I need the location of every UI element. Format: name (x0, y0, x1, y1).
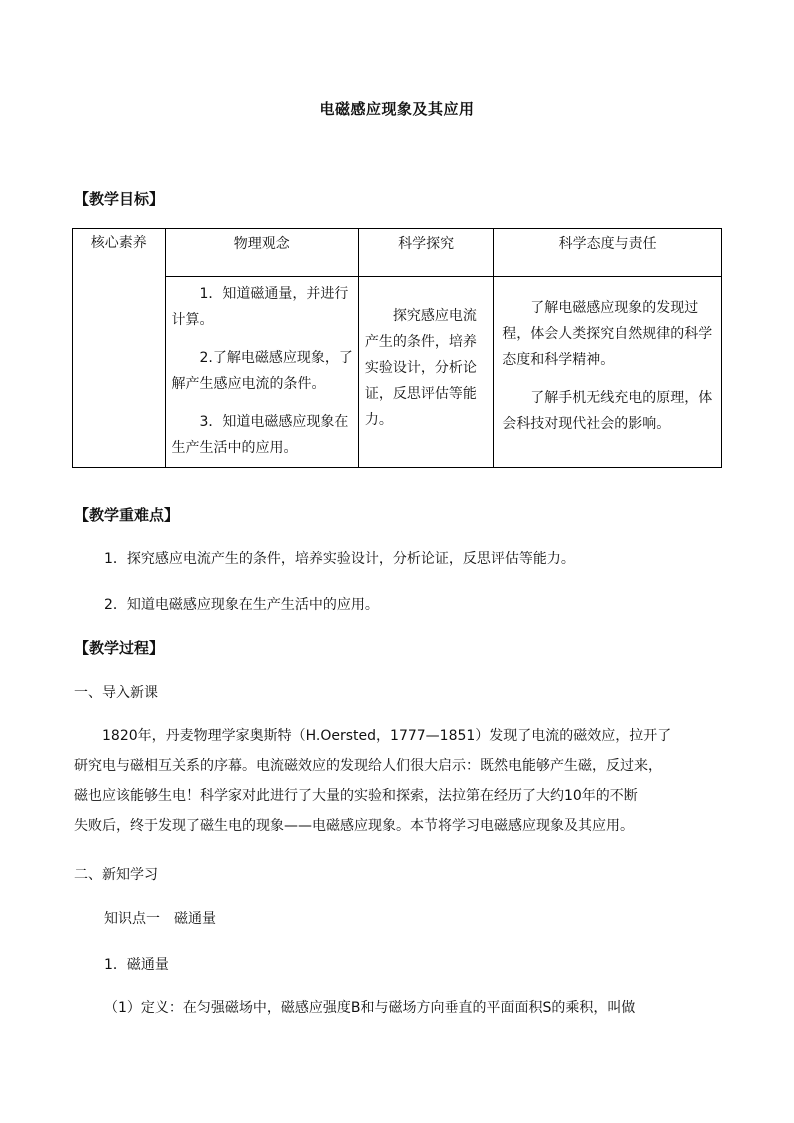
physics-concept-item: 1．知道磁通量，并进行计算。 (171, 286, 349, 328)
knowledge-point: 知识点一 磁通量 (104, 911, 216, 927)
inquiry-item: 探究感应电流产生的条件，培养实验设计，分析论证，反思评估等能力。 (364, 308, 477, 428)
intro-line: 失败后，终于发现了磁生电的现象——电磁感应现象。本节将学习电磁感应现象及其应用。 (74, 818, 634, 834)
physics-concept-item: 3．知道电磁感应现象在生产生活中的应用。 (171, 414, 349, 456)
physics-concepts-cell (165, 277, 358, 468)
row-label-cell (73, 229, 166, 468)
key-points-heading: 【教学重难点】 (74, 506, 180, 524)
intro-line: 磁也应该能够生电！科学家对此进行了大量的实验和探索，法拉第在经历了大约10年的不断 (74, 788, 638, 804)
key-point-item: 1．探究感应电流产生的条件，培养实验设计，分析论证，反思评估等能力。 (104, 551, 575, 567)
process-heading: 【教学过程】 (74, 639, 165, 657)
intro-line: 1820年，丹麦物理学家奥斯特（H.Oersted，1777—1851）发现了电流的磁效应，拉开了 (102, 728, 672, 744)
goals-table (72, 228, 722, 468)
document-title: 电磁感应现象及其应用 (319, 100, 475, 118)
attitude-item: 了解手机无线充电的原理，体会科技对现代社会的影响。 (502, 390, 713, 432)
intro-heading: 一、导入新课 (74, 685, 158, 701)
new-learning-heading: 二、新知学习 (74, 867, 158, 883)
column-header-attitude: 科学态度与责任 (494, 229, 722, 277)
goals-header-row (73, 229, 722, 277)
attitude-item: 了解电磁感应现象的发现过程，体会人类探究自然规律的科学态度和科学精神。 (502, 300, 713, 368)
key-point-item: 2．知道电磁感应现象在生产生活中的应用。 (104, 597, 379, 613)
physics-concept-item: 2.了解电磁感应现象，了解产生感应电流的条件。 (171, 350, 353, 392)
column-header-inquiry: 科学探究 (358, 229, 493, 277)
sub-heading: 1．磁通量 (104, 957, 169, 973)
intro-paragraph (74, 721, 722, 841)
goals-content-row (73, 277, 722, 468)
attitude-cell (494, 277, 722, 468)
definition-line: （1）定义：在匀强磁场中，磁感应强度B和与磁场方向垂直的平面面积S的乘积，叫做 (104, 1000, 636, 1016)
column-header-physics: 物理观念 (165, 229, 358, 277)
goals-heading: 【教学目标】 (74, 190, 165, 208)
intro-line: 研究电与磁相互关系的序幕。电流磁效应的发现给人们很大启示：既然电能够产生磁，反过来， (74, 758, 662, 774)
row-label: 核心素养 (90, 235, 147, 251)
inquiry-cell (358, 277, 493, 468)
